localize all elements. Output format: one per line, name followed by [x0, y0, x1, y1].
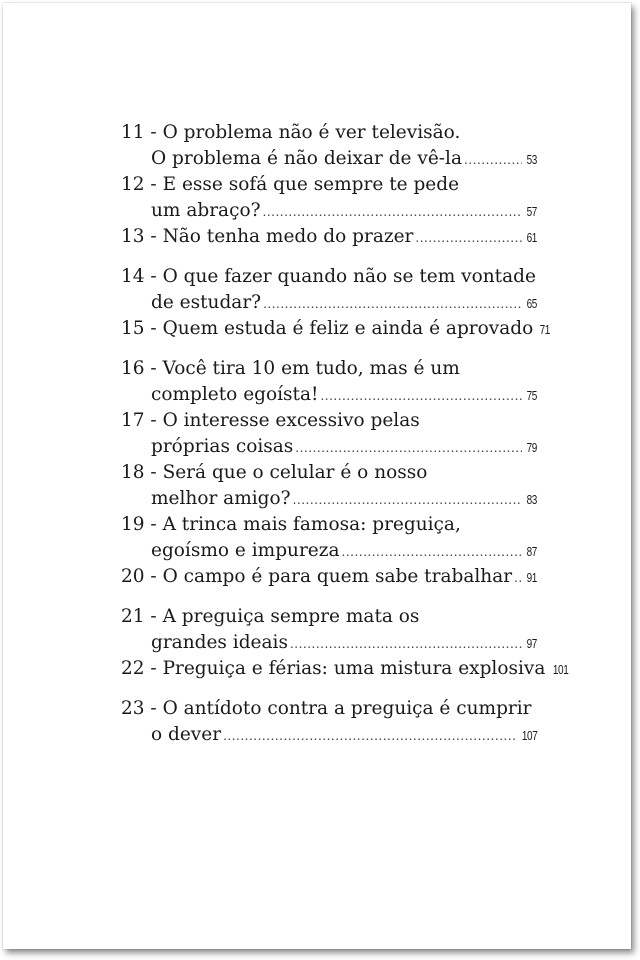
toc-entry-page-number: 97	[526, 637, 537, 651]
toc-entry-title: E esse sofá que sempre te pede	[162, 174, 460, 195]
toc-entry-number: 13	[121, 226, 145, 247]
toc-entry-title: A trinca mais famosa: preguiça,	[162, 514, 461, 535]
dot-leader	[320, 383, 522, 409]
toc-entry-number: 11	[121, 122, 145, 143]
toc-entry-number: 22	[121, 658, 145, 679]
toc-entry-title-continued: grandes ideais	[151, 632, 288, 653]
toc-entry	[121, 264, 537, 316]
toc-entry-title-line	[121, 408, 537, 434]
toc-entry	[121, 604, 537, 656]
toc-entry-title-line	[121, 564, 537, 590]
toc-entry-separator: -	[144, 358, 163, 379]
toc-entry-title-continued: egoísmo e impureza	[151, 540, 340, 561]
toc-entry-title: Preguiça e férias: uma mistura explosiva	[162, 658, 546, 679]
toc-entry-title-line	[121, 460, 537, 486]
toc-entry-separator: -	[144, 318, 163, 339]
toc-entry-title-line	[121, 356, 537, 382]
toc-entry-title-continued: O problema é não deixar de vê-la	[151, 148, 462, 169]
toc-entry	[121, 120, 537, 172]
toc-entry-continuation-line	[121, 290, 537, 316]
toc-entry-number: 18	[121, 462, 145, 483]
toc-entry	[121, 512, 537, 564]
toc-entry-title-continued: de estudar?	[151, 292, 262, 313]
toc-entry-title-continued: próprias coisas	[151, 436, 294, 457]
toc-entry-number: 16	[121, 358, 145, 379]
toc-entry-separator: -	[144, 606, 163, 627]
toc-entry	[121, 172, 537, 224]
toc-entry-title-continued: melhor amigo?	[151, 488, 291, 509]
toc-entry-separator: -	[144, 514, 163, 535]
dot-leader	[290, 631, 522, 657]
toc-entry-page-number: 87	[526, 545, 537, 559]
toc-entry-title: A preguiça sempre mata os	[162, 606, 420, 627]
toc-entry-title: Você tira 10 em tudo, mas é um	[162, 358, 460, 379]
toc-entry-page-number: 107	[521, 729, 537, 743]
toc-entry-title: Quem estuda é feliz e ainda é aprovado	[162, 318, 534, 339]
toc-entry-page-number: 65	[526, 297, 537, 311]
toc-entry-number: 14	[121, 266, 145, 287]
toc-entry-title: O antídoto contra a preguiça é cumprir	[162, 698, 532, 719]
toc-entry	[121, 656, 569, 696]
toc-entry-page-number: 71	[539, 323, 551, 337]
toc-entry-title-continued: completo egoísta!	[151, 384, 319, 405]
toc-entry-title-continued: o dever	[151, 724, 222, 745]
toc-entry-page-number: 75	[526, 389, 537, 403]
toc-entry-page-number: 101	[553, 663, 569, 677]
toc-entry-title-line	[121, 224, 537, 250]
toc-entry-title-line	[121, 604, 537, 630]
dot-leader	[295, 435, 522, 461]
toc-entry-continuation-line	[121, 538, 537, 564]
toc-entry-separator: -	[144, 698, 163, 719]
dot-leader	[342, 539, 523, 565]
toc-entry-continuation-line	[121, 630, 537, 656]
toc-entry-page-number: 57	[526, 205, 537, 219]
toc-entry-separator: -	[144, 462, 163, 483]
toc-entry-separator: -	[144, 122, 163, 143]
dot-leader	[223, 723, 516, 749]
toc-entry-number: 17	[121, 410, 145, 431]
toc-entry-title-line	[121, 172, 537, 198]
dot-leader	[263, 199, 523, 225]
toc-entry-title-line	[121, 696, 537, 722]
dot-leader	[514, 565, 522, 591]
toc-entry	[121, 224, 537, 264]
dot-leader	[293, 487, 523, 513]
toc-entry-continuation-line	[121, 198, 537, 224]
table-of-contents	[121, 120, 569, 748]
toc-entry-title-line	[121, 120, 537, 146]
toc-entry-continuation-line	[121, 434, 537, 460]
dot-leader	[464, 147, 522, 173]
toc-entry-title: O campo é para quem sabe trabalhar	[162, 566, 513, 587]
toc-entry-number: 23	[121, 698, 145, 719]
toc-entry-page-number: 53	[526, 153, 537, 167]
toc-entry-title: Não tenha medo do prazer	[162, 226, 414, 247]
toc-entry-page-number: 61	[526, 231, 537, 245]
toc-entry-page-number: 79	[526, 441, 537, 455]
toc-entry-continuation-line	[121, 146, 537, 172]
toc-entry-separator: -	[144, 410, 163, 431]
toc-entry-title-line	[121, 512, 537, 538]
toc-entry-number: 12	[121, 174, 145, 195]
toc-entry-page-number: 83	[526, 493, 537, 507]
toc-entry	[121, 356, 537, 408]
toc-entry-continuation-line	[121, 486, 537, 512]
dot-leader	[415, 225, 522, 251]
toc-entry-number: 19	[121, 514, 145, 535]
toc-entry-title-line	[121, 264, 537, 290]
toc-entry	[121, 408, 537, 460]
toc-entry-title: O interesse excessivo pelas	[162, 410, 420, 431]
toc-entry-title: O que fazer quando não se tem vontade	[162, 266, 536, 287]
toc-entry-continuation-line	[121, 722, 537, 748]
toc-entry	[121, 316, 551, 356]
toc-entry-separator: -	[144, 566, 163, 587]
toc-entry-title: Será que o celular é o nosso	[162, 462, 428, 483]
toc-entry-number: 20	[121, 566, 145, 587]
toc-entry-separator: -	[144, 658, 163, 679]
toc-entry-title-line	[121, 316, 551, 342]
toc-entry-separator: -	[144, 266, 163, 287]
toc-entry	[121, 460, 537, 512]
toc-entry-title: O problema não é ver televisão.	[162, 122, 461, 143]
toc-entry-separator: -	[144, 174, 163, 195]
toc-entry-title-line	[121, 656, 569, 682]
toc-entry-page-number: 91	[526, 571, 537, 585]
toc-entry-separator: -	[144, 226, 163, 247]
toc-entry	[121, 696, 537, 748]
toc-entry	[121, 564, 537, 604]
dot-leader	[263, 291, 522, 317]
toc-entry-continuation-line	[121, 382, 537, 408]
toc-entry-number: 15	[121, 318, 145, 339]
toc-entry-number: 21	[121, 606, 145, 627]
toc-entry-title-continued: um abraço?	[151, 200, 261, 221]
book-page	[3, 3, 631, 949]
